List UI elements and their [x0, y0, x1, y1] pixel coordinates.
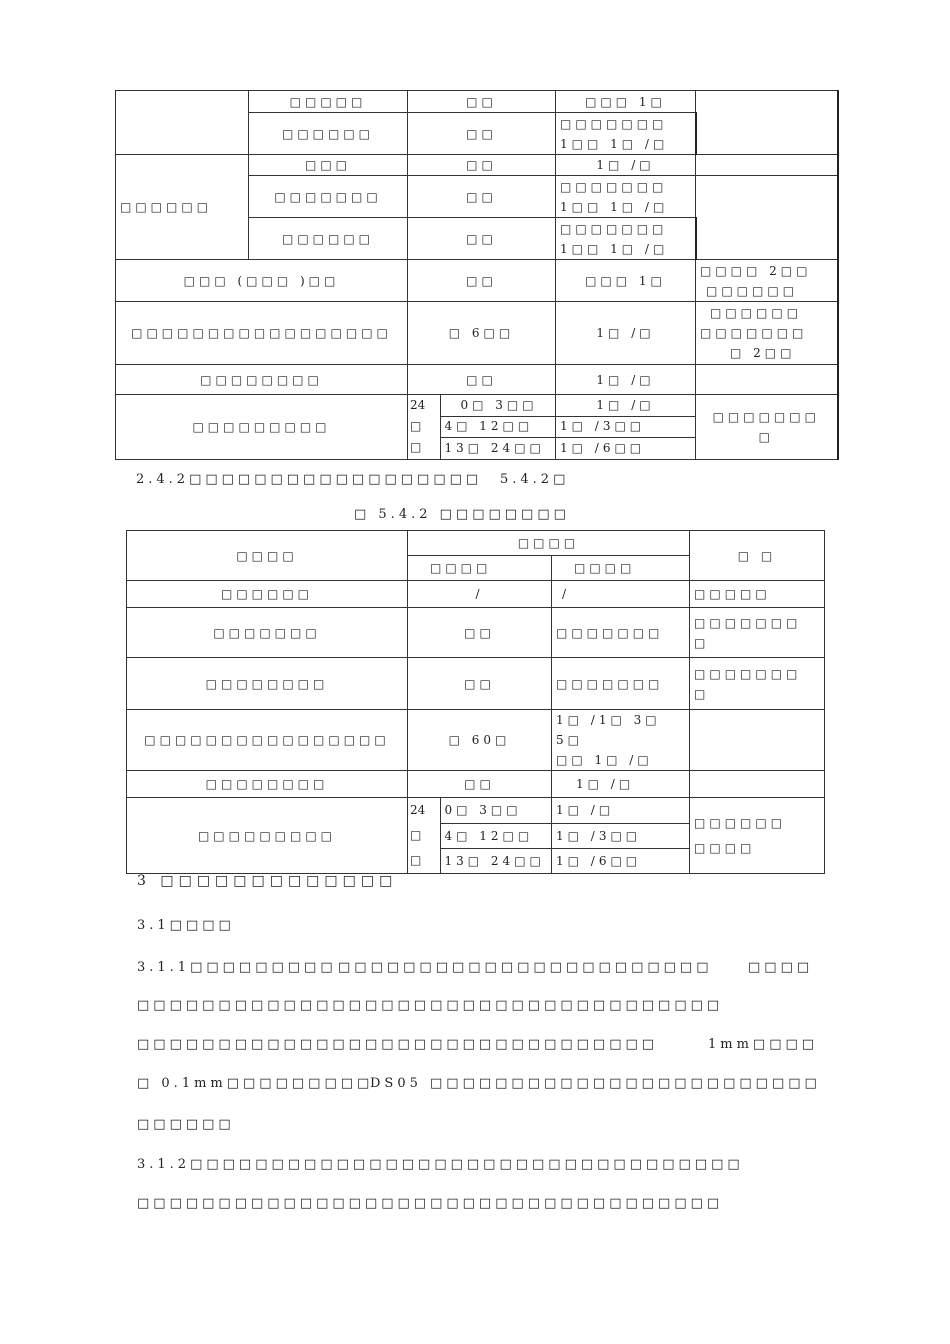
table-cell: □□□ [249, 155, 408, 176]
table-row [552, 848, 689, 873]
table-cell: □□□ 1□ [556, 260, 696, 302]
table-cell [556, 218, 696, 260]
table-cell [696, 395, 838, 460]
table-cell: □□□□□□□ [552, 658, 690, 710]
table-reference: 5.4.2□ [500, 472, 570, 487]
table-cell [690, 608, 825, 658]
table-cell [690, 658, 825, 710]
paragraph-line: 3.1.2□□□□□□□□□□□□□□□□□□□□□□□□□□□□□□□□□□ [137, 1157, 744, 1172]
table-cell: □□□□□□□□□ [116, 395, 408, 460]
paragraph-line: □□□□□□□□□□□□□□□□□□□□□□□□□□□□□□□□□□□□ [137, 998, 724, 1013]
paragraph-line: □□□□□□□□□□□□□□□□□□□□□□□□□□□□□□□□□□□□ [137, 1196, 724, 1211]
table-header-cell: □ □ [690, 531, 825, 581]
table-cell: 0□ 3□□ [440, 395, 555, 416]
cell-line: □□□□□□□ [694, 666, 802, 681]
table-cell: 4□ 12□□ [440, 823, 551, 848]
table-cell [690, 771, 825, 798]
table-cell [116, 91, 249, 155]
table-cell: 13□ 24□□ [440, 437, 555, 459]
table-row [552, 823, 689, 848]
table-cell: □□ [408, 365, 556, 395]
monitoring-frequency-table [126, 530, 825, 874]
table-cell [696, 260, 838, 302]
table-cell [696, 91, 838, 155]
table-cell: □□ [408, 260, 556, 302]
table-cell [696, 365, 838, 395]
monitoring-frequency-table-continued [115, 90, 839, 460]
table-header-cell: □□□□ [552, 556, 690, 581]
table-cell: □□ [408, 658, 552, 710]
table-cell: □□□□□□□□□ [127, 798, 408, 874]
section-heading: 3 □□□□□□□□□□□□□ [137, 873, 398, 889]
table-cell: 1□ /□ [552, 798, 689, 823]
table-cell: 1□ /□ [552, 771, 690, 798]
paragraph-line: □□□□□□□□□□□□□□□□□□□□□□□ [338, 960, 713, 975]
table-cell [556, 395, 696, 460]
cell-line: □□□□□□□ [700, 326, 808, 340]
cell-line: □ [410, 419, 422, 433]
cell-line: □□□□□□□ [560, 116, 668, 131]
paragraph-line: DS05 □□□□□□□□□□□□□□□□□□□□□□□□ [370, 1076, 821, 1091]
cell-line: □□□□□□ [706, 283, 799, 298]
table-header-cell: □□□□ [127, 531, 408, 581]
cell-line: □ [758, 430, 774, 444]
table-cell [690, 710, 825, 771]
table-row [116, 365, 838, 395]
nested-table [556, 395, 695, 459]
table-row [127, 531, 825, 556]
table-cell [690, 798, 825, 874]
cell-line: □ [694, 635, 710, 650]
nested-table [408, 798, 551, 873]
table-row [116, 395, 838, 460]
table-cell: □□□ 1□ [556, 91, 696, 113]
table-row [116, 155, 838, 176]
cell-line: □□□□□□□ [694, 615, 802, 630]
table-cell [408, 395, 440, 459]
table-row [116, 260, 838, 302]
table-cell: □□□□□□ [249, 218, 408, 260]
cell-line: □ [410, 440, 422, 454]
table-cell: □ 6□□ [408, 302, 556, 365]
table-row [552, 798, 689, 823]
table-cell: □□ [408, 91, 556, 113]
cell-line: □ [694, 686, 710, 701]
table-cell: □□□□□□□ [127, 608, 408, 658]
cell-line: □□□□□□ [694, 815, 787, 830]
paragraph-line: 3.1.1□□□□□□□□□ [137, 960, 337, 975]
table-cell [552, 710, 690, 771]
cell-line: 24 [410, 398, 426, 412]
table-cell [696, 302, 838, 365]
table-row [127, 710, 825, 771]
cell-line: □ 2□□ [730, 346, 796, 360]
group-label: □□□□□□ [116, 155, 249, 260]
table-cell: □□□□□□□□ [127, 771, 408, 798]
table-row [127, 581, 825, 608]
cell-line: □□□□□□□ [560, 221, 668, 236]
cell-line: 1□□ 1□ /□ [560, 241, 669, 256]
table-cell: 1□ /3□□ [552, 823, 689, 848]
table-cell: □□ [408, 113, 556, 155]
table-cell: □□□□□□□□ [127, 658, 408, 710]
table-cell: □□□□□□□ [552, 608, 690, 658]
table-cell: □□□□□□ [249, 113, 408, 155]
table-cell: 13□ 24□□ [440, 848, 551, 873]
cell-line: □□□□□□ [710, 306, 803, 320]
table-cell: 1□ /3□□ [556, 416, 695, 437]
cell-line: 24 [410, 803, 426, 817]
table-cell [696, 176, 838, 260]
table-cell: □□ [408, 218, 556, 260]
table-cell: □□□□□ [690, 581, 825, 608]
cell-line: □ [410, 853, 422, 867]
table-cell: □□ [408, 176, 556, 218]
table-cell [408, 798, 440, 873]
paragraph-line: □ 0.1mm□□□□□□□□□ [137, 1076, 374, 1091]
table-cell: □□□□□□□□ [116, 365, 408, 395]
table-cell: □□ [408, 155, 556, 176]
table-cell: □□□□□□□□□□□□□□□□ [127, 710, 408, 771]
table-cell: 1□ /□ [556, 155, 696, 176]
table-cell: 1□ /6□□ [556, 437, 695, 459]
table-cell: 4□ 12□□ [440, 416, 555, 437]
cell-line: 1□□ 1□ /□ [560, 199, 669, 214]
cell-line: □□□□ [694, 840, 756, 855]
table-row [556, 395, 695, 416]
table-row [127, 771, 825, 798]
table-cell: □□ [408, 771, 552, 798]
table-cell: □□□ (□□□ )□□ [116, 260, 408, 302]
table-cell [556, 176, 696, 218]
table-row [408, 395, 555, 416]
nested-table [408, 395, 555, 459]
paragraph-line: 1mm□□□□ [708, 1037, 819, 1052]
table-row [127, 798, 825, 874]
table-row [116, 302, 838, 365]
table-cell [408, 798, 552, 874]
table-cell: □□□□□ [249, 91, 408, 113]
paragraph-line: □□□□ [748, 960, 814, 975]
cell-line: □□ 1□ /□ [556, 753, 653, 767]
nested-table [552, 798, 689, 873]
cell-line: □□□□ 2□□ [700, 263, 812, 278]
table-cell: 1□ /□ [556, 395, 695, 416]
table-cell [696, 155, 838, 176]
table-cell [552, 798, 690, 874]
table-cell: 1□ /□ [556, 365, 696, 395]
cell-line: 1□ /1□ 3□ 5□ [556, 713, 661, 747]
cell-line: □□□□□□□ [560, 179, 668, 194]
table-row [556, 437, 695, 459]
table-cell: □□□□□□□ [249, 176, 408, 218]
table-row [127, 658, 825, 710]
table-cell: 1□ /□ [556, 302, 696, 365]
paragraph-2-4-2: 2.4.2□□□□□□□□□□□□□□□□□□ [136, 472, 483, 487]
table-cell: 1□ /6□□ [552, 848, 689, 873]
table-cell: □□□□□□ [127, 581, 408, 608]
cell-line: 1□□ 1□ /□ [560, 136, 669, 151]
table-cell: / [408, 581, 552, 608]
table-cell [556, 113, 696, 155]
table-caption: □ 5.4.2 □□□□□□□□ [354, 507, 570, 522]
table-cell: □□ [408, 608, 552, 658]
table-header-cell: □□□□ [408, 531, 690, 556]
table-row [116, 91, 838, 113]
table-cell [408, 395, 556, 460]
paragraph-line: □□□□□□ [137, 1117, 235, 1132]
table-cell: / [552, 581, 690, 608]
table-row [556, 416, 695, 437]
paragraph-line: □□□□□□□□□□□□□□□□□□□□□□□□□□□□□□□□ [137, 1037, 659, 1052]
cell-line: □ [410, 828, 422, 842]
table-cell: □ 60□ [408, 710, 552, 771]
table-row [127, 608, 825, 658]
table-cell: □□□□□□□□□□□□□□□□□ [116, 302, 408, 365]
subsection-heading: 3.1□□□□ [137, 918, 235, 933]
table-header-cell: □□□□ [408, 556, 552, 581]
table-row [408, 798, 551, 823]
table-cell: 0□ 3□□ [440, 798, 551, 823]
cell-line: □□□□□□□ [712, 410, 820, 424]
